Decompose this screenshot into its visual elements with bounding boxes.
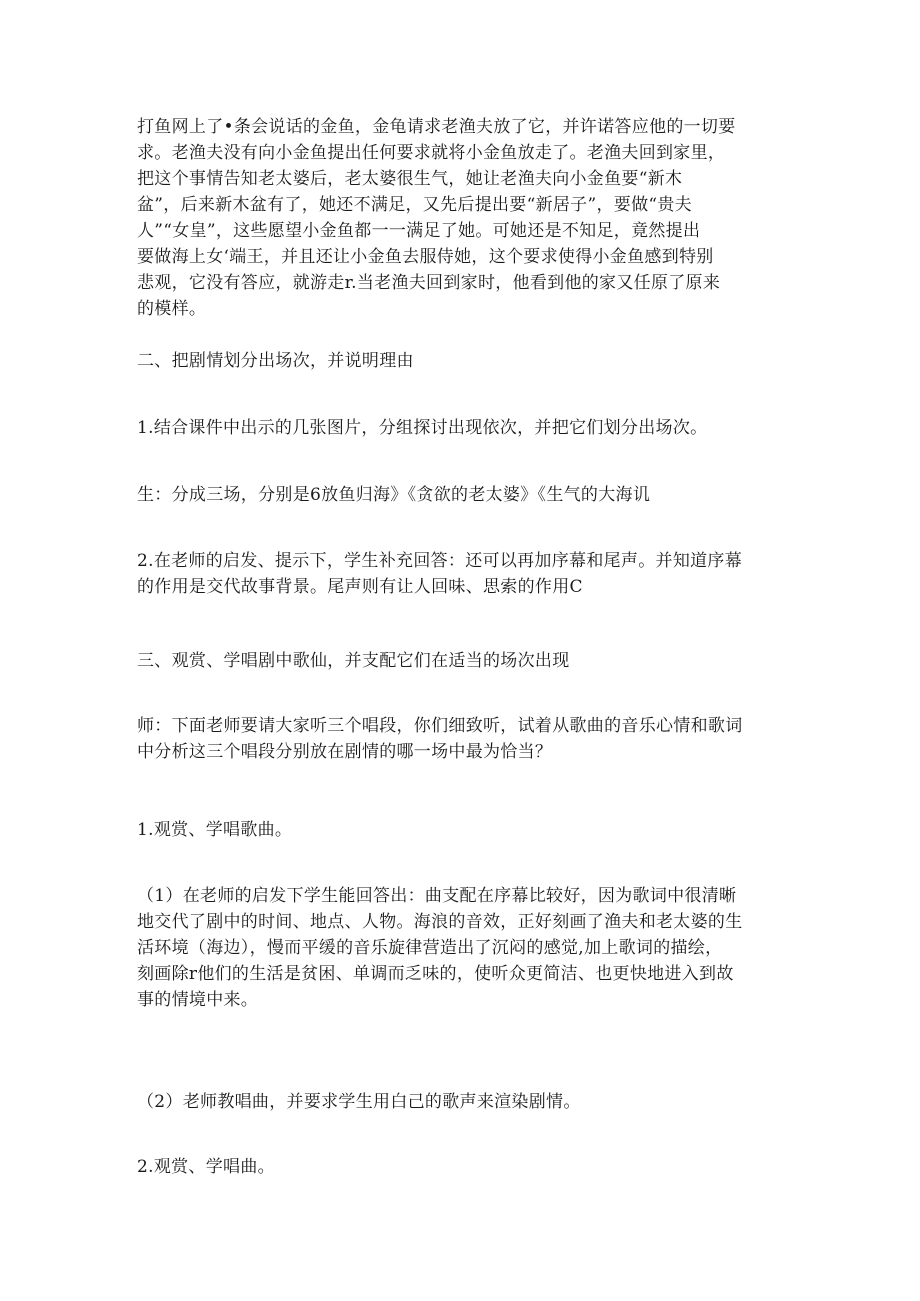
section-three-item-1-sub-2: （2）老师教唱曲，并要求学生用白己的歌声来渲染剧情。	[137, 1092, 581, 1112]
teacher-prompt: 师：下面老师要请大家听三个唱段，你们细致听，试着从歌曲的音乐心情和歌词 中分析这三个唱段分别放在剧情的哪一场中最为恰当？	[137, 716, 743, 762]
intro-paragraph: 打鱼网上了•条会说话的金鱼，金龟请求老渔夫放了它，并许诺答应他的一切要 求。老渔夫没有向小金鱼提出任何要求就将小金鱼放走了。老渔夫回到家里， 把这个事情告知老太婆后，老太婆很生气，她让老渔夫向小金鱼要“新木 盆”，后来新木盆有了，她还不满足，又先后提出要“新居子”，要做“贵夫 人”“女皇”，这些愿望小金鱼都一一满足了她。可她还是不知足，竟然提出 要做海上女‘端王，并且还让小金鱼去服侍她，这个要求使得小金鱼感到特别 悲观，它没有答应，就游走r.当老渔夫回到家时，他看到他的家又任原了原来 的模样。	[137, 117, 736, 319]
section-three-item-2: 2.观赏、学唱曲。	[137, 1157, 275, 1177]
section-two-item-2: 2.在老师的启发、提示下，学生补充回答：还可以再加序幕和尾声。并知道序幕 的作用是交代故事背景。尾声则有让人回味、思索的作用C	[137, 551, 743, 597]
section-heading-two: 二、把剧情划分出场次，并说明理由	[137, 351, 414, 371]
student-answer: 生：分成三场，分别是6放鱼归海》《贪欲的老太婆》《生气的大海讥	[137, 485, 651, 505]
section-three-item-1: 1.观赏、学唱歌曲。	[137, 820, 293, 840]
section-heading-three: 三、观赏、学唱剧中歌仙，并支配它们在适当的场次出现	[137, 651, 570, 671]
section-two-item-1: 1.结合课件中出示的几张图片，分组探讨出现依次，并把它们划分出场次。	[137, 418, 708, 438]
section-three-item-1-sub-1: （1）在老师的启发下学生能回答出：曲支配在序幕比较好，因为歌词中很清晰 地交代了剧中的时间、地点、人物。海浪的音效，正好刻画了渔夫和老太婆的生 活环境（海边），慢而平缓的音乐旋律营造出了沉闷的感觉,加上歌词的描绘， 刻画除r他们的生活是贫困、单调而乏味的，使听众更简洁、也更快地进入到故 事的情境中来。	[137, 886, 743, 1010]
